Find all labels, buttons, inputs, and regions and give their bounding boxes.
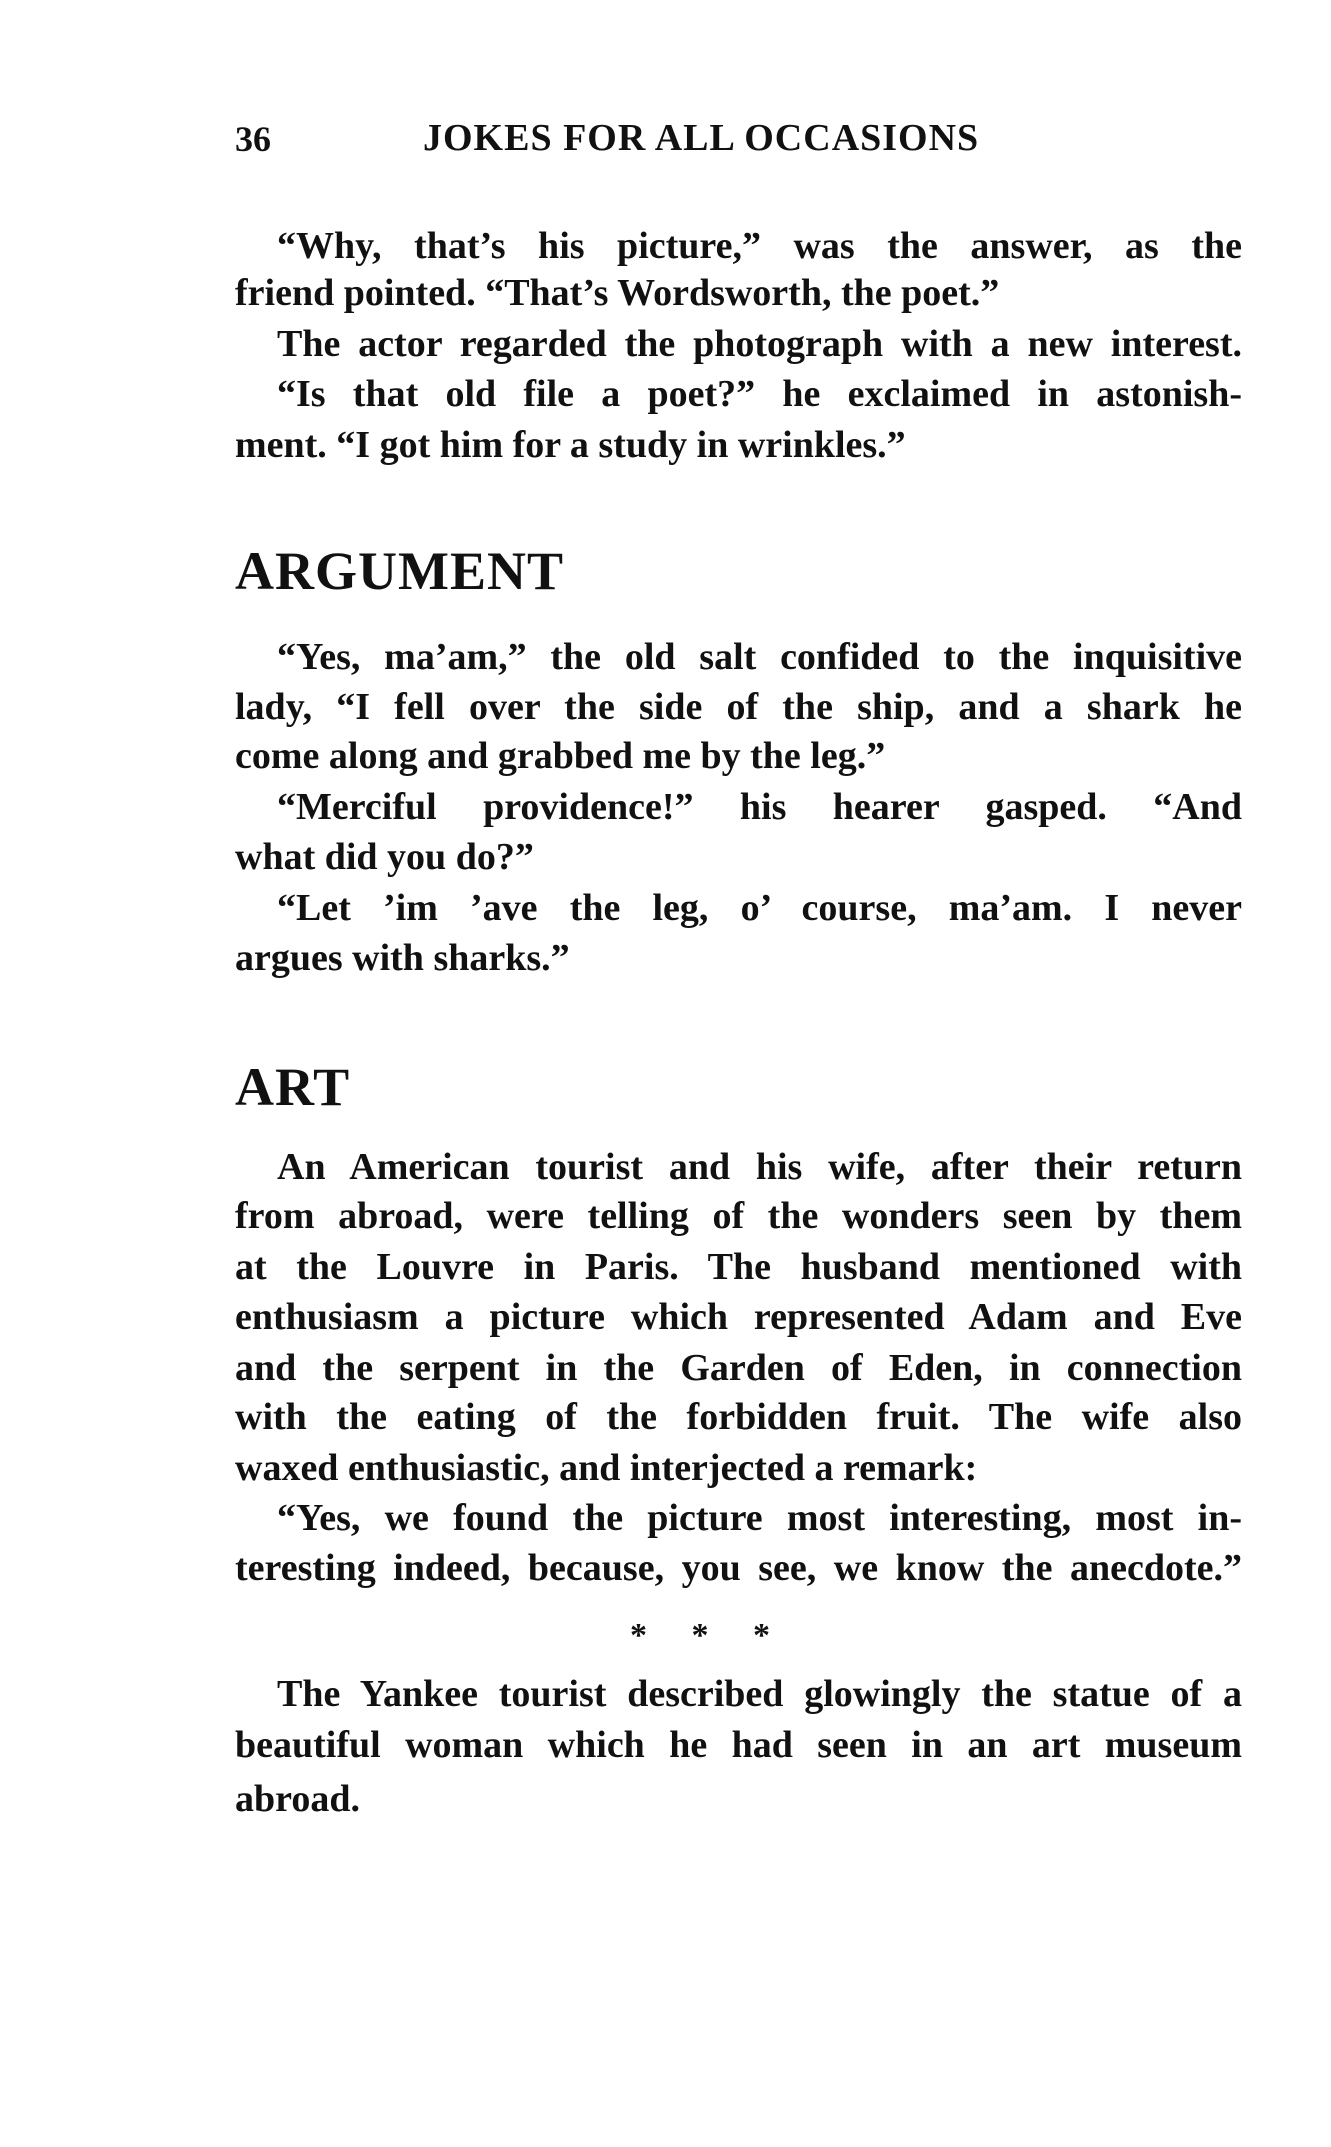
- running-title: JOKES FOR ALL OCCASIONS: [423, 117, 980, 159]
- text-line: “Merciful providence!” his hearer gasped. “And: [277, 786, 1242, 828]
- page-number: 36: [235, 119, 271, 159]
- text-line: with the eating of the forbidden fruit. The wife also: [235, 1396, 1242, 1438]
- text-line: “Yes, we found the picture most interesting, most in-: [277, 1497, 1242, 1539]
- text-line: “Let ’im ’ave the leg, o’ course, ma’am. I never: [277, 887, 1242, 929]
- text-line: lady, “I fell over the side of the ship, and a shark he: [235, 686, 1242, 728]
- text-line: “Why, that’s his picture,” was the answer, as the: [277, 225, 1242, 267]
- text-line: from abroad, were telling of the wonders seen by them: [235, 1195, 1242, 1237]
- text-line: waxed enthusiastic, and interjected a remark:: [235, 1447, 978, 1489]
- text-line: beautiful woman which he had seen in an art museum: [235, 1724, 1242, 1766]
- text-line: teresting indeed, because, you see, we know the anecdote.”: [235, 1547, 1242, 1589]
- text-line: The Yankee tourist described glowingly the statue of a: [277, 1673, 1242, 1715]
- text-line: what did you do?”: [235, 836, 534, 878]
- section-heading: ARGUMENT: [235, 541, 564, 601]
- text-line: come along and grabbed me by the leg.”: [235, 735, 886, 777]
- text-line: ment. “I got him for a study in wrinkles.”: [235, 424, 906, 466]
- section-heading: ART: [235, 1057, 351, 1117]
- text-line: abroad.: [235, 1778, 360, 1820]
- text-line: friend pointed. “That’s Wordsworth, the poet.”: [235, 272, 1000, 314]
- text-line: and the serpent in the Garden of Eden, in connection: [235, 1347, 1242, 1389]
- text-line: argues with sharks.”: [235, 937, 570, 979]
- text-line: enthusiasm a picture which represented Adam and Eve: [235, 1296, 1242, 1338]
- text-line: “Yes, ma’am,” the old salt confided to the inquisitive: [277, 636, 1242, 678]
- text-line: “Is that old file a poet?” he exclaimed in astonish-: [277, 373, 1242, 415]
- text-line: The actor regarded the photograph with a new interest.: [277, 323, 1242, 365]
- section-separator: * * *: [630, 1617, 770, 1654]
- text-line: An American tourist and his wife, after their return: [277, 1146, 1242, 1188]
- text-line: at the Louvre in Paris. The husband mentioned with: [235, 1246, 1242, 1288]
